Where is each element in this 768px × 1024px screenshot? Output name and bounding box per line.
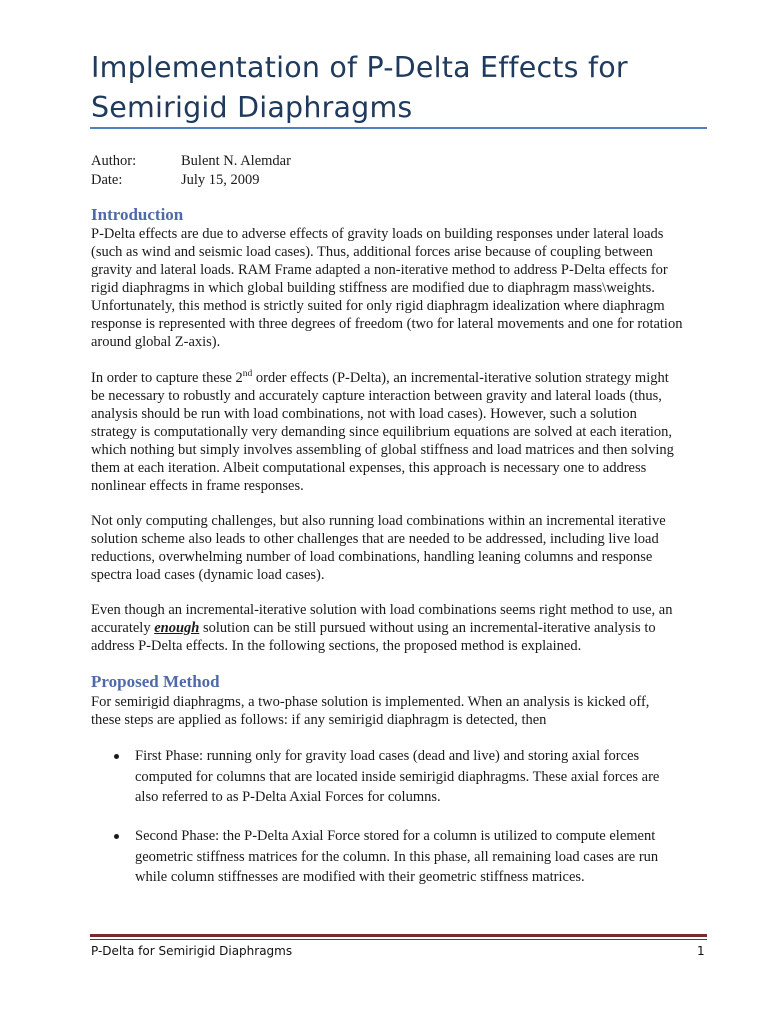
intro-paragraph-3 xyxy=(91,512,716,584)
paragraph-line: P-Delta effects are due to adverse effects of gravity loads on building responses under lateral loads xyxy=(91,226,664,242)
bullet-line: First Phase: running only for gravity load cases (dead and live) and storing axial forces xyxy=(135,748,640,764)
paragraph-line: In order to capture these 2nd order effects (P-Delta), an incremental-iterative solution strategy might xyxy=(91,369,669,386)
author-label: Author: xyxy=(91,153,137,169)
bullet-line: Second Phase: the P-Delta Axial Force stored for a column is utilized to compute element xyxy=(135,828,656,844)
bullet-second-phase xyxy=(135,826,715,888)
bullet-line: geometric stiffness matrices for the column. In this phase, all remaining load cases are run xyxy=(135,848,659,865)
paragraph-line: Unfortunately, this method is strictly suited for only rigid diaphragm idealization where diaphragm xyxy=(91,298,665,314)
page-number: 1 xyxy=(697,944,705,958)
proposed-paragraph-1 xyxy=(91,693,716,729)
paragraph-line: spectra load cases (dynamic load cases). xyxy=(91,567,325,583)
paragraph-line: solution scheme also leads to other challenges that are needed to be addressed, including live load xyxy=(91,531,659,547)
paragraph-line: address P-Delta effects. In the following sections, the proposed method is explained. xyxy=(91,638,582,654)
document-title xyxy=(91,48,711,128)
title-line-2: Semirigid Diaphragms xyxy=(91,91,413,124)
paragraph-line: accurately enough solution can be still pursued without using an incremental-iterative analysis to xyxy=(91,620,656,636)
footer-divider xyxy=(90,934,707,937)
paragraph-line: be necessary to robustly and accurately capture interaction between gravity and lateral loads (thus, xyxy=(91,388,662,404)
date-label: Date: xyxy=(91,172,123,188)
footer-divider-thin xyxy=(90,939,707,940)
paragraph-line: nonlinear effects in frame responses. xyxy=(91,478,304,494)
emphasis-enough: enough xyxy=(154,620,200,636)
paragraph-line: these steps are applied as follows: if any semirigid diaphragm is detected, then xyxy=(91,712,547,728)
paragraph-line: Not only computing challenges, but also running load combinations within an incremental iterative xyxy=(91,513,666,529)
bullet-first-phase xyxy=(135,746,715,808)
author-value: Bulent N. Alemdar xyxy=(181,153,291,169)
bullet-dot-icon xyxy=(114,834,119,839)
intro-paragraph-4 xyxy=(91,601,716,655)
bullet-dot-icon xyxy=(114,754,119,759)
intro-paragraph-1 xyxy=(91,225,716,351)
title-divider xyxy=(90,127,707,129)
paragraph-line: analysis should be run with load combinations, not with load cases). However, such a solution xyxy=(91,406,637,422)
paragraph-line: strategy is computationally very demanding since equilibrium equations are solved at each iteration, xyxy=(91,424,673,440)
footer-title: P-Delta for Semirigid Diaphragms xyxy=(91,944,293,958)
paragraph-line: Even though an incremental-iterative solution with load combinations seems right method to use, an xyxy=(91,602,673,618)
paragraph-line: reductions, overwhelming number of load combinations, handling leaning columns and response xyxy=(91,549,653,565)
bullet-line: also referred to as P-Delta Axial Forces for columns. xyxy=(135,789,441,805)
introduction-heading: Introduction xyxy=(91,205,184,224)
paragraph-line: (such as wind and seismic load cases). Thus, additional forces arise because of coupling between xyxy=(91,244,653,260)
paragraph-line: which nothing but simply involves assembling of global stiffness and load matrices and then solving xyxy=(91,442,674,458)
paragraph-line: response is represented with three degrees of freedom (two for lateral movements and one for rotation xyxy=(91,316,683,332)
intro-paragraph-2 xyxy=(91,369,716,495)
title-line-1: Implementation of P-Delta Effects for xyxy=(91,51,628,84)
paragraph-line: gravity and lateral loads. RAM Frame adapted a non-iterative method to address P-Delta effects for xyxy=(91,262,668,278)
bullet-line: while column stiffnesses are modified with their geometric stiffness matrices. xyxy=(135,869,585,885)
bullet-line: computed for columns that are located inside semirigid diaphragms. These axial forces are xyxy=(135,768,660,785)
paragraph-line: them at each iteration. Albeit computational expenses, this approach is necessary one to address xyxy=(91,460,647,476)
paragraph-line: around global Z-axis). xyxy=(91,334,221,350)
proposed-method-heading: Proposed Method xyxy=(91,672,220,691)
date-value: July 15, 2009 xyxy=(181,172,260,188)
paragraph-line: For semirigid diaphragms, a two-phase solution is implemented. When an analysis is kicked off, xyxy=(91,694,650,710)
ordinal-superscript: nd xyxy=(242,369,253,380)
paragraph-line: rigid diaphragms in which global building stiffness are modified due to diaphragm mass\weights. xyxy=(91,280,655,296)
